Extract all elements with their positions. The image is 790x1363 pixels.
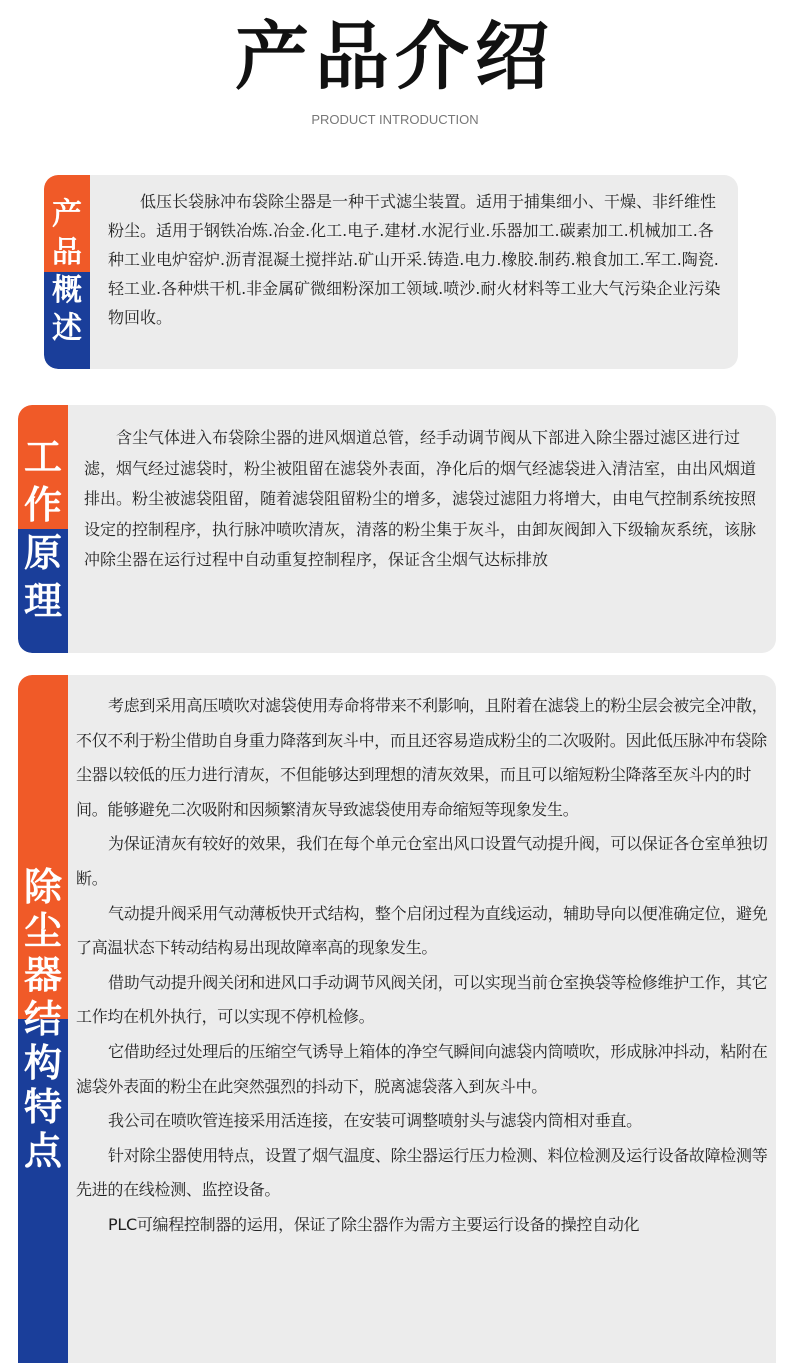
section-tag <box>44 175 90 369</box>
tag-char: 尘 <box>23 909 62 953</box>
tag-char: 工 <box>23 435 62 479</box>
section-working-principle <box>18 405 776 653</box>
tag-char: 作 <box>23 483 62 527</box>
section-tag <box>18 405 68 653</box>
paragraph: 考虑到采用高压喷吹对滤袋使用寿命将带来不利影响，且附着在滤袋上的粉尘层会被完全冲散，不仅不利于粉尘借助自身重力降落到灰斗中，而且还容易造成粉尘的二次吸附。因此低压脉冲布袋除尘器以较低的压力进行清灰，不但能够达到理想的清灰效果，而且可以缩短粉尘降落至灰斗内的时间。能够避免二次吸附和因频繁清灰导致滤袋使用寿命缩短等现象发生。 <box>76 696 768 819</box>
paragraph: 借助气动提升阀关闭和进风口手动调节风阀关闭，可以实现当前仓室换袋等检修维护工作，其它工作均在机外执行，可以实现不停机检修。 <box>76 972 768 1027</box>
paragraph: 为保证清灰有较好的效果，我们在每个单元仓室出风口设置气动提升阀，可以保证各仓室单独切断。 <box>76 834 768 888</box>
paragraph: 低压长袋脉冲布袋除尘器是一种干式滤尘装置。适用于捕集细小、干燥、非纤维性粉尘。适用于钢铁冶炼.冶金.化工.电子.建材.水泥行业.乐器加工.碳素加工.机械加工.各种工业电炉窑炉.沥青混凝土搅拌站.矿山开采.铸造.电力.橡胶.制药.粮食加工.军工.陶瓷.轻工业.各种烘干机.非金属矿微细粉深加工领域.喷沙.耐火材料等工业大气污染企业污染物回收。 <box>108 192 721 327</box>
tag-char: 特 <box>23 1085 62 1129</box>
page-title: 产品介绍 <box>235 14 555 100</box>
tag-char: 构 <box>23 1041 62 1085</box>
tag-char: 结 <box>23 997 62 1041</box>
tag-char: 点 <box>23 1129 62 1173</box>
paragraph: 我公司在喷吹管连接采用活连接，在安装可调整喷射头与滤袋内筒相对垂直。 <box>108 1111 642 1131</box>
section-body <box>108 187 722 332</box>
tag-char: 除 <box>23 865 62 909</box>
tag-char: 器 <box>23 953 62 997</box>
section-body <box>76 689 776 1243</box>
page-subtitle: PRODUCT INTRODUCTION <box>311 112 479 127</box>
section-body <box>84 423 766 576</box>
tag-char: 理 <box>23 579 62 623</box>
paragraph: PLC可编程控制器的运用，保证了除尘器作为需方主要运行设备的操控自动化 <box>108 1214 640 1234</box>
tag-char: 原 <box>23 531 62 575</box>
paragraph: 它借助经过处理后的压缩空气诱导上箱体的净空气瞬间向滤袋内筒喷吹，形成脉冲抖动，粘附在滤袋外表面的粉尘在此突然强烈的抖动下，脱离滤袋落入到灰斗中。 <box>76 1041 768 1096</box>
paragraph: 气动提升阀采用气动薄板快开式结构，整个启闭过程为直线运动，辅助导向以便准确定位，避免了高温状态下转动结构易出现故障率高的现象发生。 <box>76 903 768 958</box>
section-tag <box>18 675 68 1363</box>
tag-char: 品 <box>52 235 82 270</box>
paragraph: 含尘气体进入布袋除尘器的进风烟道总管，经手动调节阀从下部进入除尘器过滤区进行过滤，烟气经过滤袋时，粉尘被阻留在滤袋外表面，净化后的烟气经滤袋进入清洁室，由出风烟道排出。粉尘被滤袋阻留，随着滤袋阻留粉尘的增多，滤袋过滤阻力将增大，由电气控制系统按照设定的控制程序，执行脉冲喷吹清灰，清落的粉尘集于灰斗，由卸灰阀卸入下级输灰系统，该脉冲除尘器在运行过程中自动重复控制程序，保证含尘烟气达标排放 <box>84 428 757 569</box>
tag-char: 产 <box>52 197 82 232</box>
tag-char: 述 <box>52 311 82 346</box>
tag-char: 概 <box>52 273 82 308</box>
section-product-overview <box>44 175 738 369</box>
section-structure-features <box>18 675 776 1363</box>
paragraph: 针对除尘器使用特点，设置了烟气温度、除尘器运行压力检测、料位检测及运行设备故障检测等先进的在线检测、监控设备。 <box>76 1145 768 1200</box>
